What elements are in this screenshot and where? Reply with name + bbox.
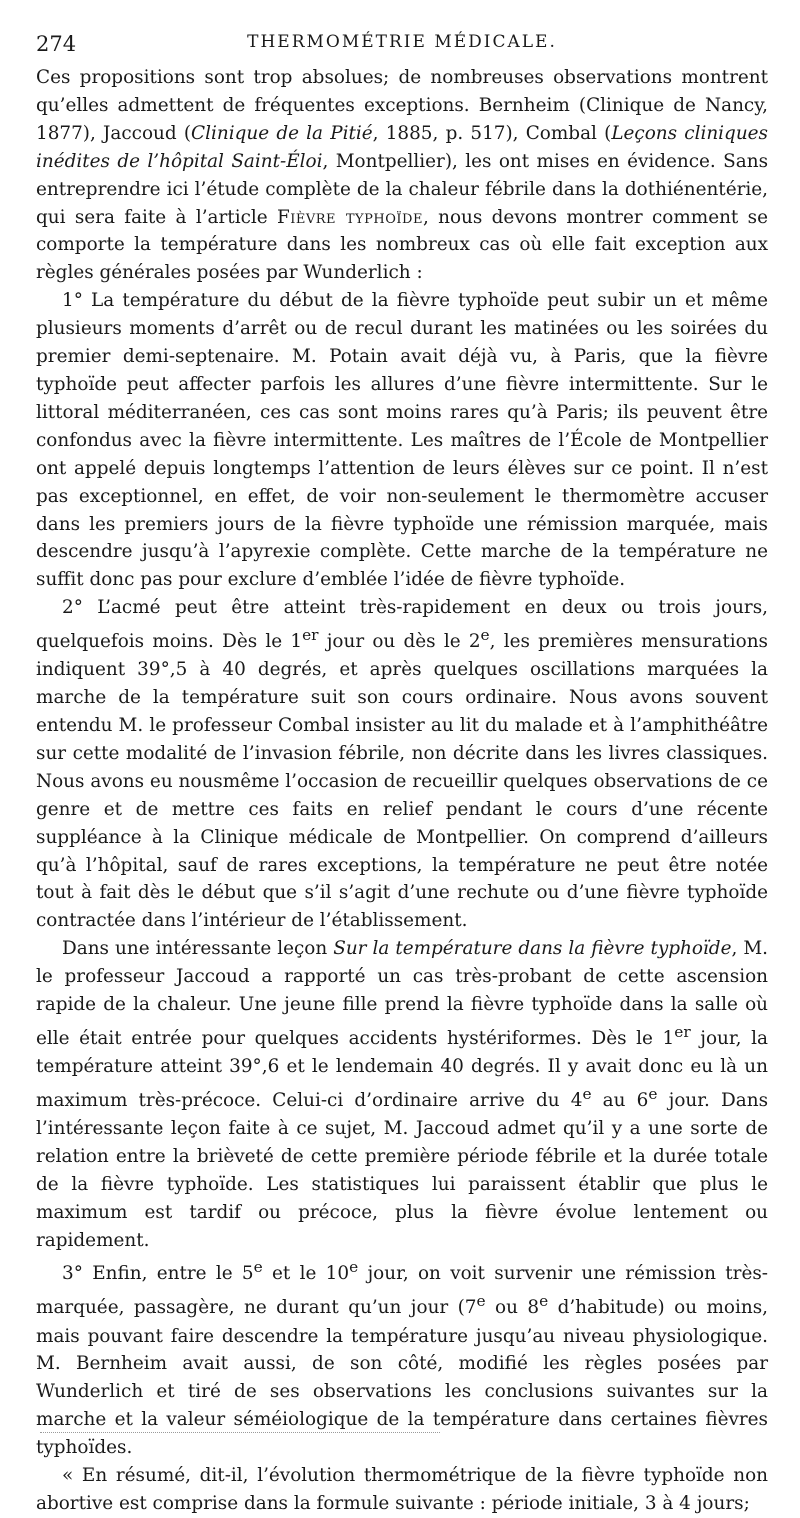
text-run: au 6 <box>591 1090 649 1111</box>
paragraph <box>36 287 768 594</box>
italic-text: Clinique de la Pitié <box>191 122 373 144</box>
superscript: e <box>349 1258 359 1277</box>
text-run: d’habitude) ou moins, mais pouvant faire descendre la température jusqu’au niveau physiologique. M. Bernheim avait aussi, de son côté, modifié les règles posées par Wunderlich et tiré de ses observations les conclusions suivantes sur la marche et la valeur séméiologique de la température dans certaines fièvres typhoïdes. <box>36 1297 769 1459</box>
page-number: 274 <box>36 32 77 56</box>
text-run: « En résumé, dit-il, l’évolution thermométrique de la fièvre typhoïde non abortive est comprise dans la formule suivante : période initiale, 3 à 4 jours; <box>36 1465 768 1514</box>
paragraph <box>36 64 768 287</box>
text-run: , Montpellier), les ont mises en évidence. Sans entreprendre ici l’étude complète de la chaleur fébrile dans la dothiénentérie, qui sera faite à l’article <box>36 150 769 228</box>
footer-rule <box>40 1432 440 1433</box>
text-run: et le 10 <box>262 1263 350 1285</box>
superscript: e <box>476 1292 486 1311</box>
body-text <box>36 64 768 1518</box>
text-run: Ces propositions sont trop absolues; de nombreuses observations montrent qu’elles admettent de fréquentes exceptions. Bernheim (Clinique de Nancy, 1877), Jaccoud ( <box>36 67 768 144</box>
text-run: jour ou dès le 2 <box>318 631 481 653</box>
paragraph <box>36 935 768 1254</box>
superscript: e <box>582 1084 592 1103</box>
superscript: e <box>648 1084 658 1103</box>
superscript: e <box>480 626 490 645</box>
superscript: e <box>253 1258 263 1277</box>
text-run: , nous devons montrer comment se comporte la température dans les nombreux cas où elle fait exception aux règles générales posées par Wunderlich : <box>36 206 768 284</box>
text-run: , 1885, p. 517), Combal ( <box>372 122 612 144</box>
paragraph <box>36 594 768 935</box>
text-run: 2° L’acmé peut être atteint très-rapidement en deux ou trois jours, quelquefois moins. Dès le 1 <box>36 597 768 653</box>
running-header <box>36 32 768 58</box>
text-run: 3° Enfin, entre le 5 <box>62 1263 254 1285</box>
text-run: jour, la température atteint 39°,6 et le lendemain 40 degrés. Il y avait donc eu là un maximum très-précoce. Celui-ci d’ordinaire arrive du 4 <box>36 1028 768 1111</box>
text-run: 1° La température du début de la fièvre typhoïde peut subir un et même plusieurs moments d’arrêt ou de recul durant les matinées ou les soirées du premier demi-septenaire. M. Potain avait déjà vu, à Paris, que la fièvre typhoïde peut affecter parfois les allures d’une fièvre intermittente. Sur le littoral méditerranéen, ces cas sont moins rares qu’à Paris; ils peuvent être confondus avec la fièvre intermittente. Les maîtres de l’École de Montpellier ont appelé depuis longtemps l’attention de leurs élèves sur ce point. Il n’est pas exceptionnel, en effet, de voir non-seulement le thermomètre accuser dans les premiers jours de la fièvre typhoïde une rémission marquée, mais descendre jusqu’à l’apyrexie complète. Cette marche de la température ne suffit donc pas pour exclure d’emblée l’idée de fièvre typhoïde. <box>36 290 768 591</box>
small-caps-text: Fièvre typhoïde <box>277 206 423 228</box>
superscript: e <box>539 1292 549 1311</box>
paragraph <box>36 1462 768 1518</box>
text-run: Dans une intéressante leçon <box>62 938 334 960</box>
text-run: , M. le professeur Jaccoud a rapporté un cas très-probant de cette ascension rapide de la chaleur. Une jeune fille prend la fièvre typhoïde dans la salle où elle était entrée pour quelques accidents hystériformes. Dès le 1 <box>36 938 768 1050</box>
superscript: er <box>302 626 319 645</box>
italic-text: Leçons cliniques inédites de l’hôpital Saint-Éloi <box>36 122 768 172</box>
italic-text: Sur la température dans la fièvre typhoïde <box>333 938 732 960</box>
paragraph <box>36 1254 768 1462</box>
text-run: jour. Dans l’intéressante leçon faite à ce sujet, M. Jaccoud admet qu’il y a une sorte de relation entre la brièveté de cette première période fébrile et la durée totale de la fièvre typhoïde. Les statistiques lui paraissent établir que plus le maximum est tardif ou précoce, plus la fièvre évolue lentement ou rapidement. <box>36 1090 769 1251</box>
superscript: er <box>674 1022 691 1041</box>
text-run: , les premières mensurations indiquent 39°,5 à 40 degrés, et après quelques oscillations marquées la marche de la température suit son cours ordinaire. Nous avons souvent entendu M. le professeur Combal insister au lit du malade et à l’amphithéâtre sur cette modalité de l’invasion fébrile, non décrite dans les livres classiques. Nous avons eu nousmême l’occasion de recueillir quelques observations de ce genre et de mettre ces faits en relief pendant le cours d’une récente suppléance à la Clinique médicale de Montpellier. On comprend d’ailleurs qu’à l’hôpital, sauf de rares exceptions, la température ne peut être notée tout à fait dès le début que s’il s’agit d’une rechute ou d’une fièvre typhoïde contractée dans l’intérieur de l’établissement. <box>36 631 768 932</box>
text-run: jour, on voit survenir une rémission très-marquée, passagère, ne durant qu’un jour (7 <box>36 1263 768 1319</box>
text-run: ou 8 <box>485 1297 540 1319</box>
running-title: THERMOMÉTRIE MÉDICALE. <box>247 32 557 52</box>
